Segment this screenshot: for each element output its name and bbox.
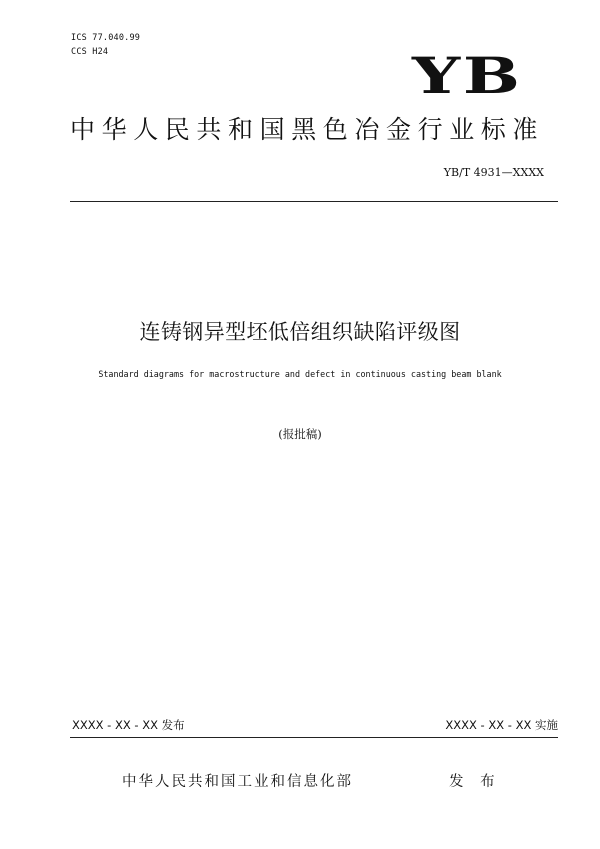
- ics-code: ICS 77.040.99: [71, 33, 141, 43]
- publish-label: 发 布: [449, 774, 501, 790]
- top-divider: [70, 201, 558, 202]
- implementation-date: XXXX - XX - XX 实施: [445, 718, 558, 732]
- document-title-english: Standard diagrams for macrostructure and defect in continuous casting beam blank: [98, 369, 502, 379]
- issue-date: XXXX - XX - XX 发布: [72, 718, 185, 732]
- standard-number: YB/T 4931—XXXX: [443, 166, 544, 179]
- ccs-code: CCS H24: [71, 47, 109, 57]
- draft-status: (报批稿): [278, 427, 322, 441]
- publisher-name: 中华人民共和国工业和信息化部: [122, 774, 353, 790]
- bottom-divider: [70, 737, 558, 738]
- document-title-chinese: 连铸钢异型坯低倍组织缺陷评级图: [139, 320, 461, 344]
- yb-logo: YB: [412, 46, 523, 105]
- industry-standard-heading: 中华人民共和国黑色冶金行业标准: [70, 115, 545, 144]
